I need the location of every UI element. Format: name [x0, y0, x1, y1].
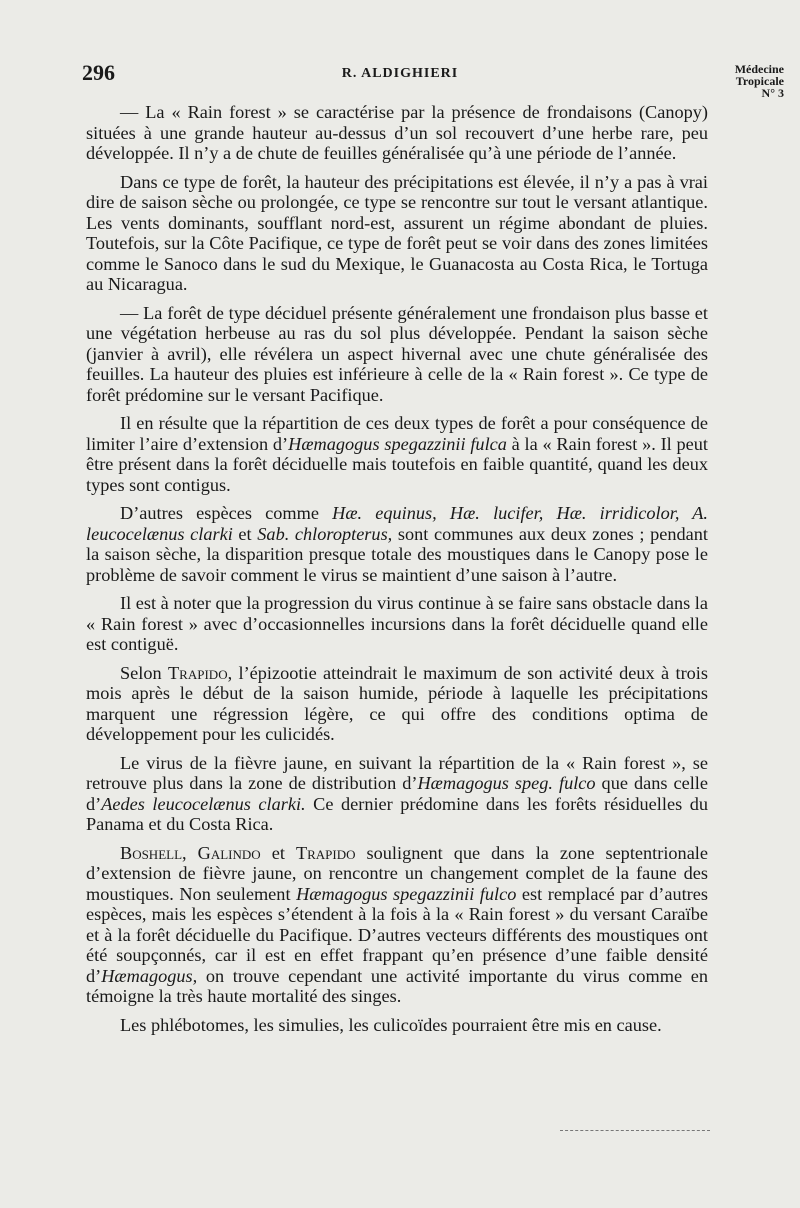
paragraph — [86, 1015, 708, 1036]
text-run: — La forêt de type déciduel présente généralement une frondaison plus basse et une végétation herbeuse au ras du sol plus développée. Pendant la saison sèche (janvier à avril), elle révélera un aspect hivernal avec une chute généralisée des feuilles. La hauteur des pluies est inférieure à celle de la « Rain forest ». Ce type de forêt prédomine sur le versant Pacifique. — [86, 302, 708, 405]
text-run: Ce dernier prédomine dans les forêts résiduelles du Panama et du Costa Rica. — [86, 793, 708, 834]
author-name: Trapido — [295, 842, 356, 863]
paragraph — [86, 503, 708, 585]
species-name: Sab. chloropterus, — [257, 523, 393, 544]
journal-line: N° 3 — [761, 86, 784, 100]
running-head-author: R. ALDIGHIERI — [341, 66, 459, 81]
text-run: Selon — [120, 662, 169, 683]
paragraph — [86, 663, 708, 745]
species-name: Hæmagogus spegazzinii fulco — [296, 883, 517, 904]
text-run: est remplacé par d’autres espèces, mais les espèces s’étendent à la fois à la « Rain forest » du versant Caraïbe et à la forêt déciduelle du Pacifique. D’autres vecteurs différents des moustiques ont été soupçonnés, car il est en effet frappant qu’en présence d’une faible densité d’ — [86, 883, 709, 986]
paragraph — [86, 843, 708, 1007]
footer-rule — [560, 1130, 710, 1131]
text-run: à la « Rain forest ». Il peut être présent dans la forêt déciduelle mais toutefois en faible quantité, quand les deux types sont contigus. — [86, 433, 709, 495]
text-run: , l’épizootie atteindrait le maximum de son activité deux à trois mois après le début de la saison humide, période à laquelle les précipitations marquent une régression légère, ce qui offre des conditions optima de développement pour les culicidés. — [86, 662, 708, 744]
text-run: Les phlébotomes, les simulies, les culicoïdes pourraient être mis en cause. — [120, 1014, 662, 1035]
text-run: — La « Rain forest » se caractérise par la présence de frondaisons (Canopy) situées à une grande hauteur au-dessus d’un sol recouvert d’une herbe rare, peu développée. Il n’y a de chute de feuilles généralisée qu’à une période de l’année. — [86, 102, 708, 163]
text-run: que dans celle d’ — [86, 773, 708, 814]
text-run: Il est à noter que la progression du virus continue à se faire sans obstacle dans la « Rain forest » avec d’occasionnelles incursions dans la forêt déciduelle quand elle est contiguë. — [86, 593, 708, 654]
paragraph — [86, 413, 708, 495]
article-body — [86, 102, 708, 1043]
species-name: Hæ. equinus, Hæ. lucifer, Hæ. irridicolor, A. leucocelænus clarki — [86, 503, 708, 544]
paragraph — [86, 593, 708, 655]
journal-reference — [735, 63, 784, 99]
text-run: sont communes aux deux zones ; pendant la saison sèche, la disparition presque totale des moustiques dans le Canopy pose le problème de savoir comment le virus se maintient d’une saison à l’autre. — [86, 523, 708, 585]
species-name: Hæmagogus speg. fulco — [417, 773, 596, 793]
text-run: et — [232, 523, 258, 544]
paragraph — [86, 753, 708, 835]
text-run: D’autres espèces comme — [120, 503, 333, 523]
text-run: soulignent que dans la zone septentrionale d’extension de fièvre jaune, on rencontre un changement complet de la faune des moustiques. Non seulement — [86, 842, 708, 904]
author-name: Galindo — [197, 842, 261, 863]
paragraph — [86, 303, 708, 406]
text-run: et — [260, 842, 296, 863]
text-run: Dans ce type de forêt, la hauteur des précipitations est élevée, il n’y a pas à vrai dire de saison sèche ou prolongée, ce type se rencontre sur tout le versant atlantique. Les vents dominants, soufflant nord-est, assurent un régime abondant de pluies. Toutefois, sur la Côte Pacifique, ce type de forêt peut se voir dans des zones limitées comme le Sanoco dans le sud du Mexique, le Guanacosta au Costa Rica, le Tortuga au Nicaragua. — [86, 171, 708, 294]
author-name: Trapido — [168, 662, 228, 683]
species-name: Hæmagogus spegazzinii fulca — [288, 433, 507, 454]
journal-line: Médecine — [734, 62, 784, 76]
author-name: Boshell — [120, 842, 183, 863]
text-run: , — [182, 842, 198, 863]
paragraph — [86, 102, 708, 164]
species-name: Hæmagogus, — [101, 965, 198, 986]
text-run: Le virus de la fièvre jaune, en suivant la répartition de la « Rain forest », se retrouve plus dans la zone de distribution d’ — [86, 752, 708, 793]
text-run: on trouve cependant une activité importante du virus comme en témoigne la très haute mortalité des singes. — [86, 965, 708, 1006]
page-number: 296 — [82, 60, 115, 85]
journal-line: Tropicale — [735, 74, 784, 88]
species-name: Aedes leucocelænus clarki. — [101, 793, 306, 814]
paragraph — [86, 172, 708, 295]
text-run: Il en résulte que la répartition de ces deux types de forêt a pour conséquence de limiter l’aire d’extension d’ — [86, 413, 708, 454]
